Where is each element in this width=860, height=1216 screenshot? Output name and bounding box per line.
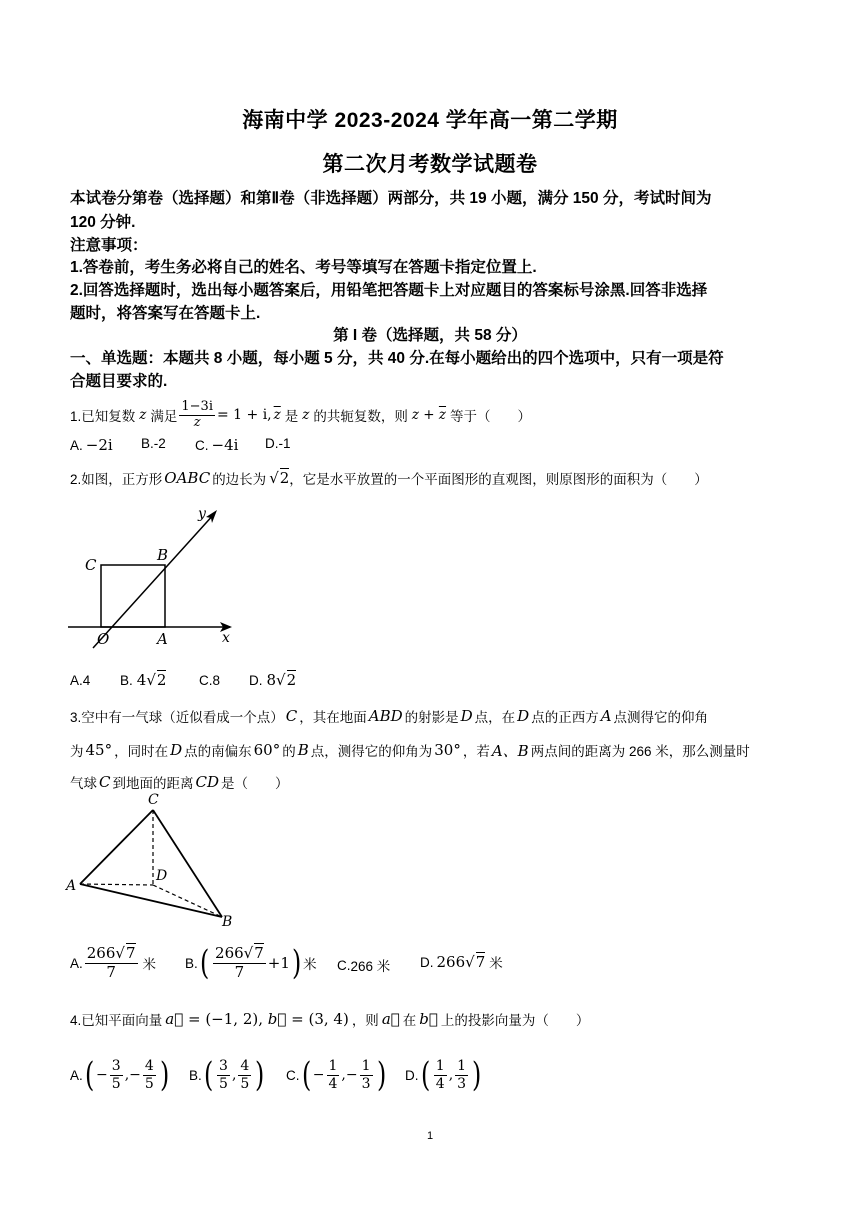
notes-heading: 注意事项： (70, 237, 148, 254)
note-2-line-1: 2.回答选择题时，选出每小题答案后，用铅笔把答题卡上对应题目的答案标号涂黑.回答非选择 (70, 282, 708, 299)
q2-option-d-label: D. (249, 672, 263, 688)
q4-option-d-label: D. (405, 1067, 419, 1083)
q1-option-c-label: C. (195, 437, 209, 453)
q3-option-d[interactable]: D. 266√7 米 (420, 953, 503, 971)
q2-option-c[interactable] (199, 673, 220, 688)
q3-var-D3: D (170, 741, 183, 759)
q3-option-a-label: A. (70, 955, 83, 971)
q2-option-b-label: B. (120, 672, 133, 688)
q4-mid: ，则 (351, 1013, 379, 1028)
q3-deg30: 30° (434, 741, 461, 759)
q4-option-d[interactable] (405, 1050, 483, 1100)
q4-in: 在 (402, 1013, 417, 1028)
q4-c-n1: 1 (328, 1058, 338, 1075)
q4-option-a-label: A. (70, 1067, 83, 1083)
q2-label-A: A (157, 630, 168, 648)
q4-option-b-label: B. (189, 1067, 202, 1083)
q3-text-2e: 点，测得它的仰角为 (310, 744, 433, 759)
q4-option-c-label: C. (286, 1067, 300, 1083)
q4-b-n2: 4 (240, 1058, 250, 1075)
q4-c-d1: 4 (328, 1075, 338, 1092)
q3-a-num-rad: 7 (125, 944, 136, 963)
q3-var-D2: D (517, 707, 530, 725)
q3-label-C: C (148, 792, 159, 808)
q1-option-c-value: −4i (211, 436, 239, 454)
q4-b-d2: 5 (240, 1075, 250, 1092)
note-2-line-2: 题时，将答案写在答题卡上. (70, 305, 261, 322)
q2-label-y: y (198, 506, 206, 522)
q2-figure (65, 500, 245, 660)
q2-square-name: OABC (164, 469, 211, 487)
q4-c-n2: 1 (361, 1058, 371, 1075)
q3-option-a-frac: $\frac{266√7}{7}$ (86, 944, 136, 981)
q2-label-C: C (85, 556, 97, 574)
q3-label-B: B (222, 914, 233, 930)
q1-is: 是 (284, 409, 299, 424)
q4-option-c[interactable] (286, 1050, 388, 1100)
q1-option-c[interactable] (195, 436, 238, 454)
q3-option-d-label: D. (420, 954, 434, 970)
q2-option-c-label: C. (199, 673, 213, 688)
q2-square (101, 565, 165, 627)
q1-option-b-label: B. (141, 436, 154, 451)
q2-option-c-value: 8 (212, 673, 221, 688)
title-line-2: 第二次月考数学试题卷 (322, 153, 538, 176)
q3-text-2c: 点的南偏东 (184, 744, 252, 759)
q4-b-n1: 3 (219, 1058, 228, 1075)
q3-deg60: 60° (253, 741, 281, 759)
q1-expr: $z + \overline{z}$ (411, 407, 447, 423)
q2-option-d[interactable]: D. 8√2 (249, 671, 297, 689)
intro-line-1: 本试卷分第卷（选择题）和第Ⅱ卷（非选择题）两部分，共 19 小题，满分 150 分，考试时间为 (70, 190, 712, 207)
q1-option-a-value: −2i (85, 436, 113, 454)
q3-var-ABD: ABD (368, 707, 403, 725)
q3-text-2b: ，同时在 (114, 744, 169, 759)
q3-var-CD: CD (195, 773, 219, 791)
question-1 (70, 396, 531, 434)
q3-b-num-coef: 266 (215, 944, 244, 963)
q1-fraction (179, 400, 215, 431)
q1-satisfies: 满足 (150, 409, 178, 424)
q3-var-A1: A (600, 707, 612, 725)
q4-a: a⃗ (381, 1010, 400, 1028)
q1-frac-den: z (193, 414, 201, 430)
q3-option-b-unit: 米 (303, 957, 317, 972)
q3-text-2d: 的 (282, 744, 296, 759)
q3-var-C2: C (99, 773, 111, 791)
q1-option-b-value: -2 (153, 436, 166, 451)
q4-b-d1: 5 (219, 1075, 228, 1092)
q4-option-a-expr: ( − $\frac{3}{5}$ ,− $\frac{4}{5}$ ) (84, 1055, 170, 1095)
q3-d-coef: 266 (436, 953, 466, 971)
q4-option-a[interactable] (70, 1050, 171, 1100)
q3-edge-AD (80, 884, 153, 885)
q4-prefix: 4.已知平面向量 (70, 1013, 163, 1028)
q1-option-b[interactable] (141, 436, 166, 451)
q1-eq: = 1 + i, (216, 407, 272, 423)
q2-label-O: O (97, 630, 110, 648)
q3-text-1a: 3.空中有一气球（近似看成一个点） (70, 710, 284, 725)
q4-rest: 上的投影向量为（ ） (440, 1013, 590, 1028)
q1-option-d-label: D. (265, 436, 279, 451)
q1-option-a[interactable] (70, 436, 113, 454)
q3-text-1c: 的射影是 (404, 710, 459, 725)
q3-b-plus: +1 (267, 954, 290, 972)
q3-edge-CA (80, 810, 153, 884)
q3-option-b-label: B. (185, 955, 198, 971)
q3-text-1d: 点，在 (474, 710, 516, 725)
q4-d-d2: 3 (457, 1075, 467, 1092)
q4-c-d2: 3 (361, 1075, 371, 1092)
q2-option-b-rad: 2 (156, 671, 167, 689)
q1-z2: z (302, 407, 310, 423)
q4-option-c-expr: ( − $\frac{1}{4}$ ,− $\frac{1}{3}$ ) (301, 1055, 386, 1095)
q4-d-n2: 1 (457, 1058, 467, 1075)
q3-text-2f: ，若 (462, 744, 490, 759)
q4-option-d-expr: ( $\frac{1}{4}$ , $\frac{1}{3}$ ) (420, 1055, 482, 1095)
q3-a-num-coef: 266 (86, 944, 116, 963)
q3-text-1b: ，其在地面 (299, 710, 367, 725)
q1-equals: 等于（ ） (450, 409, 532, 424)
q2-option-b[interactable]: B. 4√2 (120, 671, 167, 689)
q3-text-3a: 气球 (70, 776, 97, 791)
q1-conj: 的共轭复数，则 (313, 409, 408, 424)
q3-option-c-label: C. (337, 957, 351, 973)
q2-rest: ，它是水平放置的一个平面图形的直观图，则原图形的面积为（ ） (289, 472, 708, 487)
q3-b-num-rad: 7 (254, 944, 264, 963)
q3-text-2g: 两点间的距离为 266 米，那么测量时 (530, 744, 750, 759)
title-line-1: 海南中学 2023-2024 学年高一第二学期 (242, 109, 618, 132)
q4-a-n2: 4 (144, 1058, 154, 1075)
q2-option-b-coef: 4 (136, 671, 147, 689)
q3-label-D: D (156, 868, 168, 884)
q1-frac-num: 1−3i (181, 398, 213, 414)
part-heading-line-1: 一、单选题：本题共 8 小题，每小题 5 分，共 40 分.在每小题给出的四个选项中，只有一项是符 (70, 350, 724, 367)
q1-option-d[interactable] (265, 436, 291, 451)
q3-text-1e: 点的正西方 (531, 710, 599, 725)
q3-option-b[interactable] (185, 938, 317, 988)
q2-label-x: x (222, 630, 230, 646)
q3-text-1f: 点测得它的仰角 (613, 710, 709, 725)
q3-var-AB: A、B (491, 741, 529, 760)
q2-option-d-coef: 8 (266, 671, 277, 689)
q3-option-a[interactable] (70, 938, 156, 988)
q3-b-den: 7 (234, 962, 245, 981)
q2-label-B: B (157, 546, 169, 564)
q2-prefix: 2.如图，正方形 (70, 472, 163, 487)
q2-option-d-rad: 2 (286, 671, 297, 689)
q3-edge-AB (80, 884, 222, 917)
q3-text-2a: 为 (70, 744, 84, 759)
q3-var-D1: D (460, 707, 473, 725)
q2-option-a-label: A. (70, 673, 83, 688)
q3-label-A: A (66, 878, 77, 894)
q4-vectors: a⃗ = (−1, 2), b⃗ = (3, 4) (165, 1010, 349, 1028)
q2-option-a-value: 4 (82, 673, 91, 688)
q1-prefix: 1.已知复数 (70, 409, 136, 424)
q1-option-d-value: -1 (278, 436, 291, 451)
q1-option-a-label: A. (70, 437, 83, 453)
part-heading-line-2: 合题目要求的. (70, 373, 168, 390)
q4-b: b⃗ (419, 1010, 438, 1028)
q3-var-C: C (285, 707, 298, 725)
q3-option-c[interactable] (337, 955, 390, 975)
question-4 (70, 1006, 589, 1032)
q3-option-b-expr: ( $\frac{266√7}{7}$ +1 ) (199, 943, 302, 983)
question-2: 2.如图，正方形 OABC 的边长为 √2 ，它是水平放置的一个平面图形的直观图，则原图形的面积为（ ） (70, 469, 708, 487)
question-3-line-2 (70, 738, 750, 762)
q4-option-b-expr: ( $\frac{3}{5}$ , $\frac{4}{5}$ ) (203, 1055, 265, 1095)
q1-z: z (139, 407, 147, 423)
q3-d-rad: 7 (475, 953, 486, 971)
q2-radicand: 2 (279, 469, 290, 487)
q3-a-den: 7 (106, 962, 116, 981)
q3-text-3c: 是（ ） (221, 776, 289, 791)
q4-d-d1: 4 (435, 1075, 445, 1092)
section-heading: 第 I 卷（选择题，共 58 分） (333, 327, 527, 344)
q3-var-B1: B (297, 741, 309, 759)
q1-zbar: $\overline{z}$ (273, 407, 281, 423)
page-number: 1 (426, 1130, 434, 1142)
q3-figure (62, 790, 247, 930)
q2-mid: 的边长为 (212, 472, 267, 487)
q4-a-n1: 3 (111, 1058, 121, 1075)
q2-option-a[interactable] (70, 673, 90, 688)
q4-a-d2: 5 (144, 1075, 154, 1092)
intro-line-2: 120 分钟. (70, 214, 136, 231)
q3-text-3b: 到地面的距离 (112, 776, 194, 791)
q3-option-c-value: 266 米 (350, 959, 391, 974)
note-1: 1.答卷前，考生务必将自己的姓名、考号等填写在答题卡指定位置上. (70, 259, 537, 276)
question-3-line-1 (70, 704, 708, 728)
q3-option-d-unit: 米 (489, 956, 503, 971)
q3-option-a-unit: 米 (142, 957, 157, 972)
q4-d-n1: 1 (435, 1058, 445, 1075)
q4-option-b[interactable] (189, 1050, 267, 1100)
q4-a-d1: 5 (111, 1075, 121, 1092)
q3-deg45: 45° (85, 741, 113, 759)
